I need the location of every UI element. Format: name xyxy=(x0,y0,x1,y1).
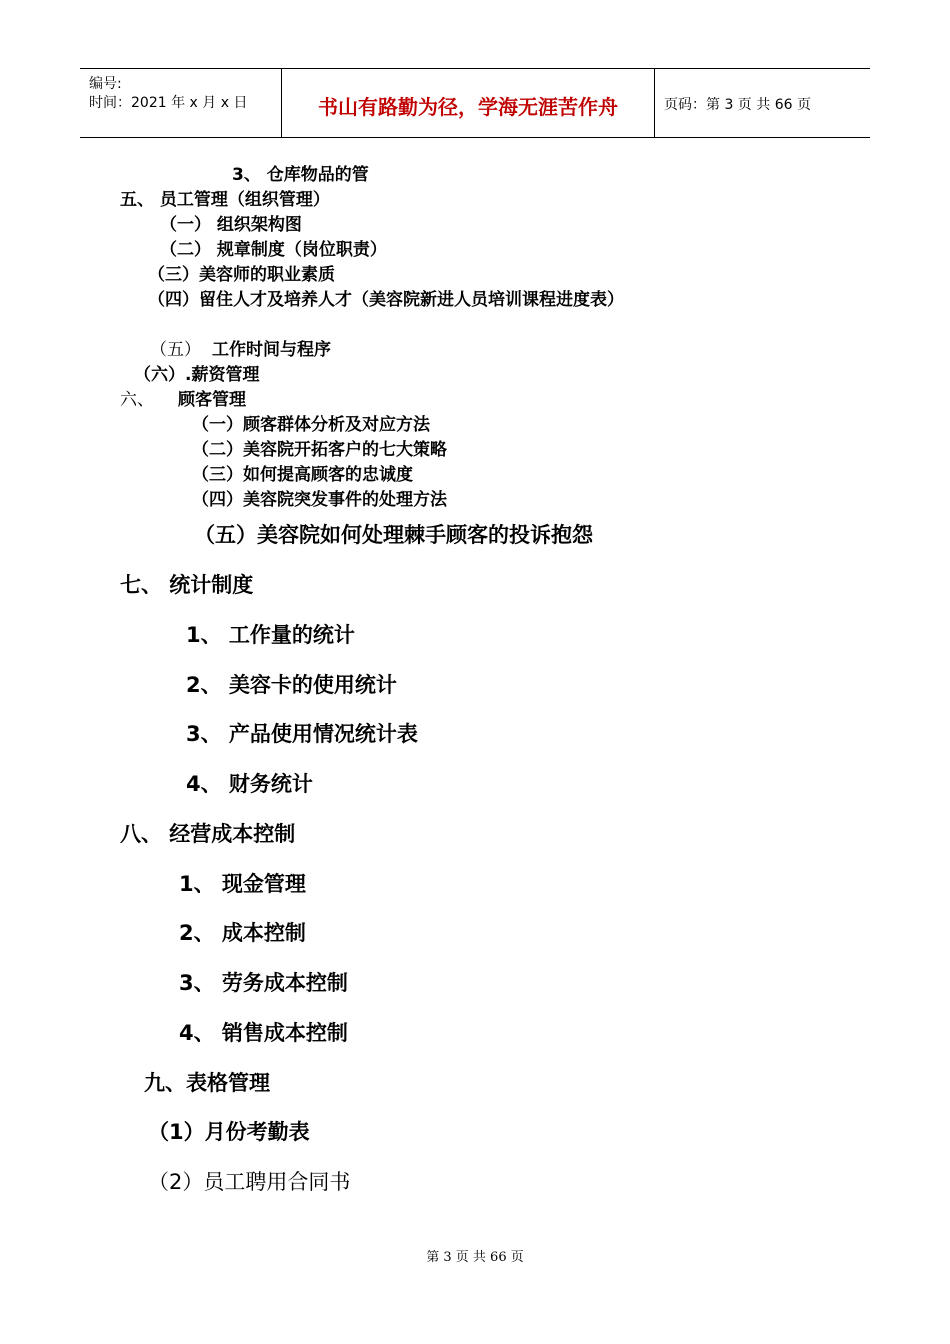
header-motto: 书山有路勤为径，学海无涯苦作舟 xyxy=(318,95,618,119)
section-number: 六、 xyxy=(120,390,154,410)
section-heading: 八、 经营成本控制 xyxy=(120,822,296,846)
header-middle-cell xyxy=(282,69,655,137)
list-item: （四）留住人才及培养人才（美容院新进人员培训课程进度表） xyxy=(148,290,624,310)
list-item: 2、 成本控制 xyxy=(179,921,306,945)
list-item: （五）美容院如何处理棘手顾客的投诉抱怨 xyxy=(194,523,593,547)
list-item: （二） 规章制度（岗位职责） xyxy=(160,240,387,260)
list-item: 1、 现金管理 xyxy=(179,872,306,896)
list-item: （三）如何提高顾客的忠诚度 xyxy=(192,465,413,485)
list-item: 工作时间与程序 xyxy=(212,340,331,360)
section-heading: 五、 员工管理（组织管理） xyxy=(120,190,330,210)
list-item: 1、 工作量的统计 xyxy=(186,623,355,647)
header-right-cell xyxy=(655,69,870,137)
list-item: 3、 劳务成本控制 xyxy=(179,971,348,995)
list-item: 3、 仓库物品的管 xyxy=(232,165,369,185)
list-item: （六）.薪资管理 xyxy=(134,365,260,385)
list-item: （二）美容院开拓客户的七大策略 xyxy=(192,440,447,460)
list-item: （一） 组织架构图 xyxy=(160,215,302,235)
header-left-cell xyxy=(80,69,282,137)
header-page-info: 页码：第 3 页 共 66 页 xyxy=(664,97,811,113)
section-heading: 顾客管理 xyxy=(178,390,246,410)
section-heading: 七、 统计制度 xyxy=(120,573,254,597)
list-item: （一）顾客群体分析及对应方法 xyxy=(192,415,430,435)
list-item: （2）员工聘用合同书 xyxy=(148,1170,351,1194)
list-item: 4、 销售成本控制 xyxy=(179,1021,348,1045)
list-item: （1）月份考勤表 xyxy=(148,1120,310,1144)
list-item: 4、 财务统计 xyxy=(186,772,313,796)
section-heading: 九、表格管理 xyxy=(144,1071,270,1095)
page-header xyxy=(80,68,870,138)
list-item: 2、 美容卡的使用统计 xyxy=(186,673,397,697)
page-footer: 第 3 页 共 66 页 xyxy=(426,1250,524,1265)
list-item: 3、 产品使用情况统计表 xyxy=(186,722,418,746)
serial-label: 编号: xyxy=(89,76,122,92)
list-item: （四）美容院突发事件的处理方法 xyxy=(192,490,447,510)
date-label: 时间：2021 年 x 月 x 日 xyxy=(89,95,248,111)
list-item-number: （五） xyxy=(150,340,201,360)
list-item: （三）美容师的职业素质 xyxy=(148,265,335,285)
